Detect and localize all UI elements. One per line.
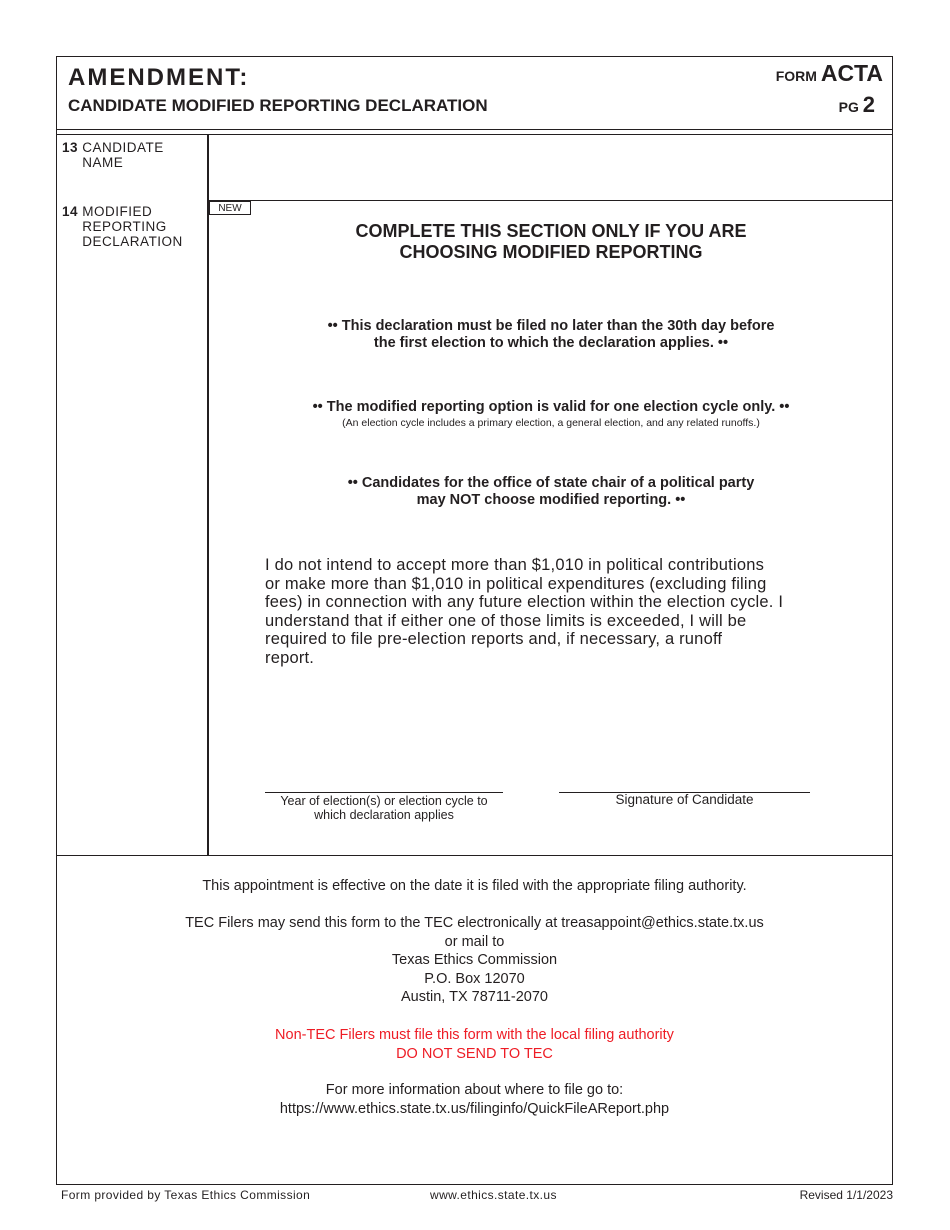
header-divider-top — [56, 129, 893, 130]
bullet-3-line-2: may NOT choose modified reporting. •• — [416, 492, 686, 508]
section-13-number: 13 — [62, 140, 79, 155]
declaration-text — [265, 556, 840, 667]
signature-label: Signature of Candidate — [615, 792, 754, 807]
non-tec-warning — [56, 1026, 893, 1063]
form-prefix: FORM — [775, 68, 817, 84]
bullet-election-cycle: •• The modified reporting option is valid for one election cycle only. •• — [312, 399, 790, 415]
declaration-line: report. — [265, 648, 315, 667]
footer-provider: Form provided by Texas Ethics Commission — [61, 1188, 311, 1202]
footer-website[interactable]: www.ethics.state.tx.us — [430, 1188, 557, 1202]
more-info-line: For more information about where to file go to: — [325, 1082, 624, 1098]
year-signature-line — [265, 792, 503, 793]
mail-org: Texas Ethics Commission — [391, 952, 558, 968]
new-badge: NEW — [209, 201, 251, 215]
non-tec-line-2: DO NOT SEND TO TEC — [396, 1045, 553, 1062]
more-info-block — [56, 1081, 893, 1118]
more-info-url[interactable]: https://www.ethics.state.tx.us/filinginfo/QuickFileAReport.php — [279, 1100, 670, 1117]
year-of-election-field[interactable] — [265, 764, 503, 792]
tec-email-line: TEC Filers may send this form to the TEC electronically at treasappoint@ethics.state.tx.us — [185, 915, 764, 931]
bullet-state-chair — [210, 475, 892, 509]
form-subtitle: CANDIDATE MODIFIED REPORTING DECLARATION — [68, 96, 488, 115]
declaration-line: fees) in connection with any future election within the election cycle. I — [265, 593, 784, 611]
bullet-filing-deadline — [210, 318, 892, 352]
section-divider — [56, 855, 893, 856]
section-13-label — [62, 140, 182, 170]
column-divider — [207, 134, 209, 855]
bullet-1-line-1: •• This declaration must be filed no later than the 30th day before — [327, 318, 775, 334]
candidate-name-field[interactable] — [212, 138, 888, 196]
year-label-line-1: Year of election(s) or election cycle to — [280, 794, 488, 808]
non-tec-line-1: Non-TEC Filers must file this form with the local filing authority — [275, 1027, 674, 1043]
form-id — [776, 60, 883, 87]
candidate-signature-field[interactable] — [559, 764, 810, 792]
page-prefix: PG — [838, 99, 859, 115]
declaration-line: I do not intend to accept more than $1,010 in political contributions — [265, 556, 765, 574]
or-mail-line: or mail to — [444, 933, 505, 950]
declaration-line: or make more than $1,010 in political expenditures (excluding filing — [265, 574, 767, 593]
name-row-divider — [207, 200, 893, 201]
form-code: ACTA — [820, 60, 883, 86]
section-14-number: 14 — [62, 204, 79, 219]
page-indicator — [839, 92, 875, 118]
mail-city: Austin, TX 78711-2070 — [401, 989, 548, 1005]
section-13-text: CANDIDATE NAME — [82, 140, 164, 170]
tec-filers-block — [56, 914, 893, 1007]
declaration-line: required to file pre-election reports and, if necessary, a runoff — [265, 630, 723, 648]
heading-line-1: COMPLETE THIS SECTION ONLY IF YOU ARE — [355, 221, 747, 241]
page-number: 2 — [862, 92, 875, 117]
section-heading — [210, 221, 892, 263]
bullet-3-line-1: •• Candidates for the office of state chair of a political party — [347, 475, 755, 491]
mail-po-box: P.O. Box 12070 — [424, 970, 525, 987]
declaration-line: understand that if either one of those limits is exceeded, I will be — [265, 611, 747, 630]
footer-revised: Revised 1/1/2023 — [799, 1188, 893, 1202]
year-of-election-label — [265, 794, 503, 822]
year-label-line-2: which declaration applies — [314, 808, 454, 822]
section-14-text: MODIFIED REPORTING DECLARATION — [82, 204, 183, 249]
bullet-1-line-2: the first election to which the declaration applies. •• — [373, 335, 729, 351]
election-cycle-note: (An election cycle includes a primary election, a general election, and any related runoffs.) — [342, 417, 760, 429]
header-divider-bottom — [56, 134, 893, 135]
form-title: AMENDMENT: — [68, 64, 250, 91]
heading-line-2: CHOOSING MODIFIED REPORTING — [399, 242, 703, 262]
section-14-label — [62, 204, 192, 249]
effective-statement: This appointment is effective on the date it is filed with the appropriate filing authority. — [202, 878, 747, 894]
